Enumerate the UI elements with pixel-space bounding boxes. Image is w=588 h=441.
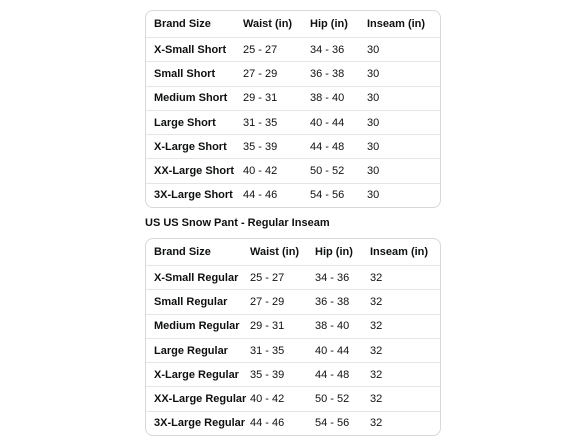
brand-size-cell: Small Short (154, 67, 216, 80)
inseam-cell: 30 (367, 92, 380, 105)
table-row (146, 110, 440, 134)
hip-cell: 36 - 38 (315, 295, 350, 308)
table-row (146, 338, 440, 362)
inseam-cell: 30 (367, 140, 380, 153)
brand-size-cell: Large Regular (154, 344, 228, 357)
inseam-cell: 32 (370, 295, 383, 308)
table-row (146, 134, 440, 158)
table-row (146, 158, 440, 182)
hip-cell: 40 - 44 (315, 344, 350, 357)
waist-cell: 44 - 46 (250, 417, 285, 430)
header-inseam: Inseam (in) (370, 246, 429, 258)
inseam-cell: 32 (370, 344, 383, 357)
hip-cell: 54 - 56 (310, 189, 345, 202)
table-row (146, 314, 440, 338)
table-header-row (146, 239, 440, 265)
inseam-cell: 32 (370, 368, 383, 381)
section-title-regular-inseam: US US Snow Pant - Regular Inseam (145, 217, 330, 229)
inseam-cell: 30 (367, 165, 380, 178)
waist-cell: 35 - 39 (250, 368, 285, 381)
table-row (146, 37, 440, 61)
brand-size-cell: XX-Large Regular (154, 393, 247, 406)
header-brand-size: Brand Size (154, 246, 211, 258)
inseam-cell: 32 (370, 417, 383, 430)
brand-size-cell: X-Small Short (154, 43, 227, 56)
waist-cell: 35 - 39 (243, 140, 278, 153)
hip-cell: 50 - 52 (310, 165, 345, 178)
inseam-cell: 30 (367, 116, 380, 129)
brand-size-cell: X-Large Short (154, 140, 227, 153)
hip-cell: 44 - 48 (315, 368, 350, 381)
brand-size-cell: XX-Large Short (154, 165, 235, 178)
brand-size-cell: Medium Short (154, 92, 228, 105)
brand-size-cell: 3X-Large Regular (154, 417, 246, 430)
header-waist: Waist (in) (250, 246, 300, 258)
inseam-cell: 32 (370, 320, 383, 333)
size-chart-regular (145, 238, 441, 436)
inseam-cell: 32 (370, 271, 383, 284)
brand-size-cell: 3X-Large Short (154, 189, 233, 202)
brand-size-cell: X-Small Regular (154, 271, 239, 284)
header-waist: Waist (in) (243, 18, 293, 30)
brand-size-cell: Large Short (154, 116, 216, 129)
table-row (146, 289, 440, 313)
waist-cell: 25 - 27 (243, 43, 278, 56)
waist-cell: 40 - 42 (250, 393, 285, 406)
hip-cell: 44 - 48 (310, 140, 345, 153)
header-hip: Hip (in) (310, 18, 348, 30)
hip-cell: 34 - 36 (315, 271, 350, 284)
table-row (146, 265, 440, 289)
brand-size-cell: X-Large Regular (154, 368, 239, 381)
brand-size-cell: Small Regular (154, 295, 228, 308)
waist-cell: 25 - 27 (250, 271, 285, 284)
hip-cell: 38 - 40 (315, 320, 350, 333)
inseam-cell: 30 (367, 43, 380, 56)
waist-cell: 40 - 42 (243, 165, 278, 178)
hip-cell: 34 - 36 (310, 43, 345, 56)
table-row (146, 86, 440, 110)
hip-cell: 54 - 56 (315, 417, 350, 430)
hip-cell: 38 - 40 (310, 92, 345, 105)
waist-cell: 27 - 29 (243, 67, 278, 80)
waist-cell: 27 - 29 (250, 295, 285, 308)
size-chart-short (145, 10, 441, 208)
hip-cell: 40 - 44 (310, 116, 345, 129)
table-row (146, 411, 440, 435)
table-row (146, 386, 440, 410)
inseam-cell: 32 (370, 393, 383, 406)
header-inseam: Inseam (in) (367, 18, 426, 30)
brand-size-cell: Medium Regular (154, 320, 240, 333)
hip-cell: 36 - 38 (310, 67, 345, 80)
header-hip: Hip (in) (315, 246, 353, 258)
table-header-row (146, 11, 440, 37)
header-brand-size: Brand Size (154, 18, 211, 30)
table-row (146, 61, 440, 85)
waist-cell: 29 - 31 (250, 320, 285, 333)
waist-cell: 31 - 35 (250, 344, 285, 357)
waist-cell: 31 - 35 (243, 116, 278, 129)
hip-cell: 50 - 52 (315, 393, 350, 406)
waist-cell: 44 - 46 (243, 189, 278, 202)
table-row (146, 362, 440, 386)
table-row (146, 183, 440, 207)
inseam-cell: 30 (367, 67, 380, 80)
waist-cell: 29 - 31 (243, 92, 278, 105)
inseam-cell: 30 (367, 189, 380, 202)
